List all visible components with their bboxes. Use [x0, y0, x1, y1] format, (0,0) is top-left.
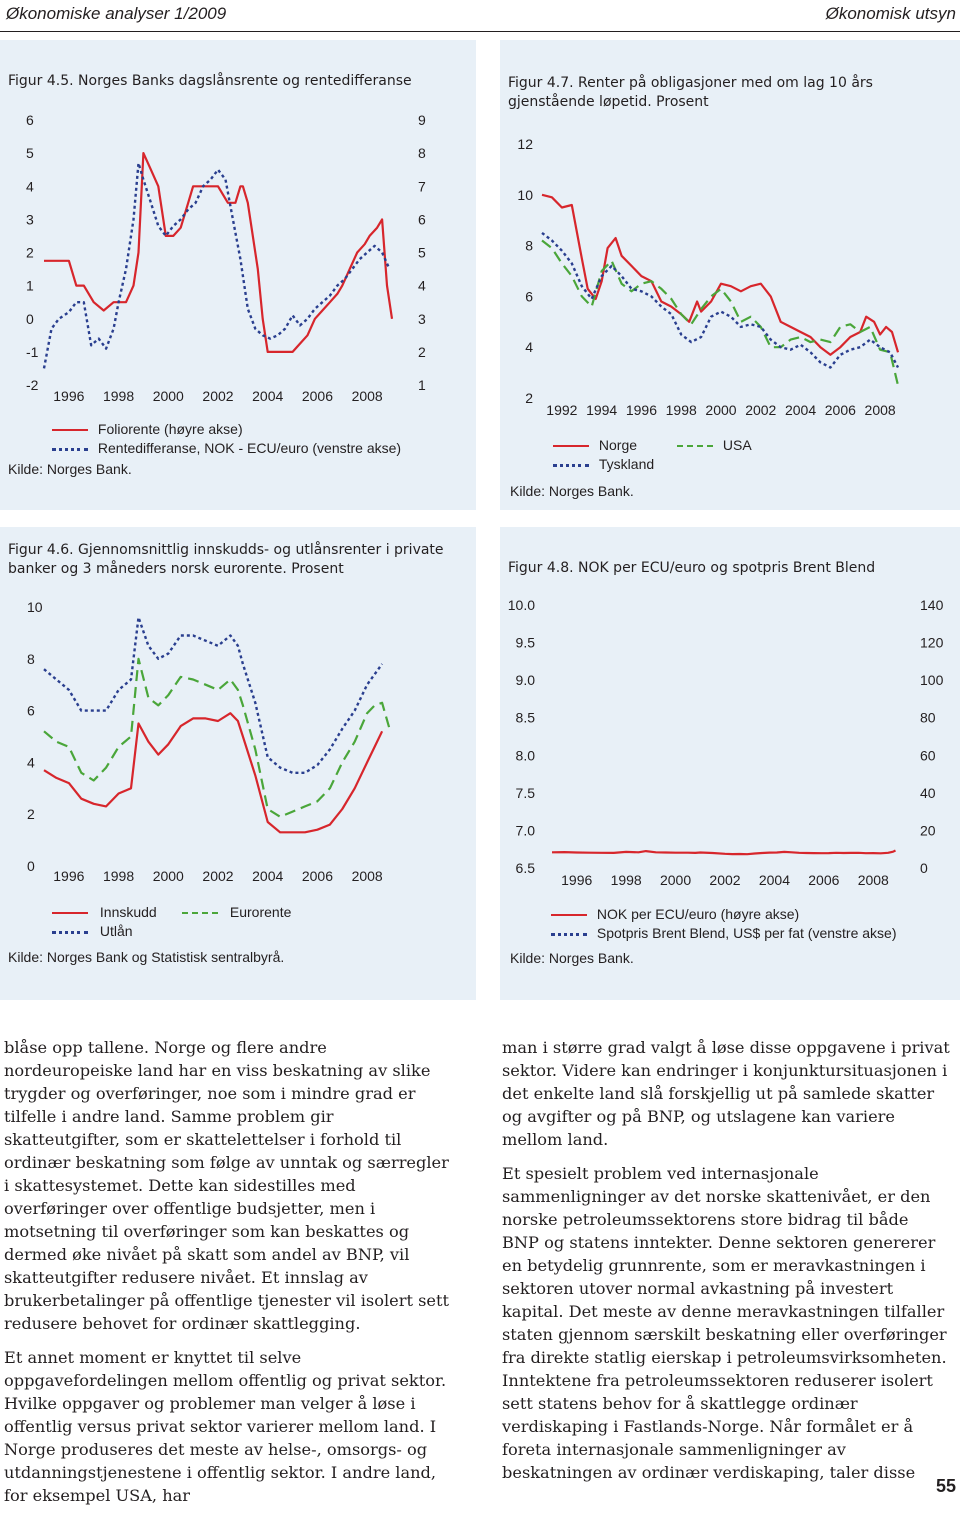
y-right-tick-label: 4 — [418, 277, 426, 294]
fig47-legend — [553, 437, 813, 475]
legend-item-tyskland — [553, 456, 813, 475]
x-tick-label: 2004 — [252, 868, 284, 884]
y-left-tick-label: 6.5 — [515, 860, 535, 876]
section-title: Økonomisk utsyn — [825, 4, 956, 23]
y-left-tick-label: 6 — [26, 112, 34, 128]
x-tick-label: 2008 — [864, 402, 896, 418]
x-tick-label: 2000 — [705, 402, 737, 418]
x-tick-label: 2002 — [202, 868, 234, 884]
series-line-usa — [542, 241, 898, 386]
fig48-source: Kilde: Norges Bank. — [510, 950, 634, 966]
x-tick-label: 1996 — [561, 872, 593, 888]
y-right-tick-label: 5 — [418, 244, 426, 261]
series-line-norge — [542, 195, 898, 355]
y-tick-label: 8 — [525, 237, 533, 254]
fig47-source: Kilde: Norges Bank. — [510, 483, 634, 499]
header-rule — [0, 31, 960, 32]
series-line-tyskland — [542, 233, 898, 368]
page-number: 55 — [935, 1476, 956, 1496]
y-tick-label: 2 — [27, 806, 35, 823]
y-tick-label: 8 — [27, 650, 35, 667]
fig45-title: Figur 4.5. Norges Banks dagslånsrente og rentedifferanse — [8, 73, 412, 89]
y-tick-label: 6 — [27, 702, 35, 719]
legend-label: NOK per ECU/euro (høyre akse) — [596, 906, 800, 922]
y-tick-label: 4 — [27, 754, 35, 771]
x-tick-label: 2002 — [202, 388, 234, 404]
fig46-title: Figur 4.6. Gjennomsnittlig innskudds- og utlånsrenter i private banker og 3 måneders norsk eurorente. Prosent — [8, 542, 444, 577]
series-line-eurorente — [44, 659, 390, 817]
page-header — [0, 0, 960, 34]
y-left-tick-label: -2 — [26, 377, 39, 393]
y-right-tick-label: 0 — [920, 860, 928, 876]
legend-item-usa — [677, 437, 752, 453]
legend-swatch-red-solid — [52, 429, 88, 431]
y-left-tick-label: -1 — [26, 343, 39, 360]
legend-swatch-green-dashed — [182, 912, 218, 914]
x-tick-label: 2000 — [152, 388, 184, 404]
y-left-tick-label: 4 — [26, 178, 34, 195]
paragraph: man i større grad valgt å løse disse oppgavene i privat sektor. Videre kan endringer i konjunktursituasjonen i det enkelte land slå forskjellig ut på samlede skatter og avgifter og på BNP, og utslagene kan variere mellom land. — [502, 1038, 950, 1149]
y-tick-label: 6 — [525, 288, 533, 305]
y-right-tick-label: 120 — [920, 634, 944, 651]
legend-item-rentedifferanse — [52, 440, 401, 459]
y-right-tick-label: 2 — [418, 343, 426, 360]
x-tick-label: 1996 — [625, 402, 658, 418]
legend-label: Tyskland — [598, 456, 655, 472]
x-tick-label: 1992 — [546, 402, 578, 418]
legend-label: Norge — [598, 437, 638, 453]
legend-item-foliorente — [52, 421, 401, 440]
x-tick-label: 2002 — [709, 872, 741, 888]
y-right-tick-label: 40 — [920, 784, 936, 801]
y-right-tick-label: 9 — [418, 112, 426, 128]
y-left-tick-label: 8.5 — [515, 709, 535, 726]
legend-swatch-blue-dotted — [551, 933, 587, 936]
legend-label: Foliorente (høyre akse) — [97, 421, 243, 437]
legend-item-norge — [553, 437, 813, 456]
legend-swatch-blue-dotted — [52, 448, 88, 451]
legend-item-innskudd — [52, 904, 352, 923]
x-tick-label: 2006 — [824, 402, 856, 418]
fig48-chart — [500, 595, 960, 890]
y-tick-label: 4 — [525, 339, 533, 356]
fig45-chart — [0, 105, 476, 410]
paragraph: Et spesielt problem ved internasjonale sammenligninger av det norske skattenivået, er den norske petroleumssektorens store bidrag til både BNP og statens inntekter. Denne sektoren genererer en betydelig grunnrente, som er meravkastningen i sektoren utover normal avkastning på investert kapital. Det meste av denne meravkastningen tilfaller staten gjennom særskilt beskatning eller overføringer fra direkte statlig eierskap i petroleumsvirksomheten. Inntektene fra petroleumssektoren reduserer isolert sett statens behov for å skattlegge ordinær verdiskaping i Fastlands-Norge. Når formålet er å foreta internasjonale sammenligninger av beskatningen av ordinær verdiskaping, taler disse — [502, 1164, 947, 1482]
fig48-title: Figur 4.8. NOK per ECU/euro og spotpris Brent Blend — [508, 560, 876, 576]
y-right-tick-label: 3 — [418, 310, 426, 327]
legend-item-nok-euro — [551, 906, 896, 925]
x-tick-label: 2004 — [252, 388, 284, 404]
legend-item-utlan — [52, 923, 352, 942]
legend-item-eurorente — [182, 904, 291, 920]
x-tick-label: 2002 — [745, 402, 777, 418]
legend-swatch-blue-dotted — [553, 464, 589, 467]
x-tick-label: 2008 — [351, 868, 383, 884]
y-tick-label: 0 — [27, 858, 35, 874]
y-right-tick-label: 8 — [418, 145, 426, 162]
paragraph: Et annet moment er knyttet til selve oppgavefordelingen mellom offentlig og privat sektor. Hvilke oppgaver og problemer man velger å løse i offentlig versus privat sektor varierer mellom land. I Norge produseres det meste av helse-, omsorgs- og utdanningstjenestene i offentlig sektor. I andre land, for eksempel USA, har — [4, 1348, 447, 1505]
y-tick-label: 10 — [517, 186, 533, 203]
y-left-tick-label: 3 — [26, 211, 34, 228]
x-tick-label: 1994 — [586, 402, 618, 418]
x-tick-label: 1998 — [610, 872, 642, 888]
y-left-tick-label: 9.0 — [515, 672, 535, 689]
x-tick-label: 2004 — [784, 402, 817, 418]
x-tick-label: 2004 — [758, 872, 791, 888]
y-right-tick-label: 1 — [418, 377, 426, 393]
fig45-legend — [52, 421, 401, 459]
fig46-legend — [52, 904, 352, 942]
series-line-nok — [552, 851, 896, 855]
y-tick-label: 12 — [517, 136, 533, 152]
paragraph: blåse opp tallene. Norge og flere andre nordeuropeiske land har en viss beskatning av slike trygder og overføringer, noe som i mindre grad er tilfelle i andre land. Samme problem gir skatteutgifter, som er skattelettelser i forhold til ordinær beskatning som følge av unntak og særregler i skattesystemet. Dette kan sidestilles med overføringer over offentlige budsjetter, men i motsetning til overføringer som kan beskattes og dermed øke nivået på skatt som andel av BNP, vil skatteutgifter redusere nivået. Et innslag av brukerbetalinger på offentlige tjenester vil isolert sett redusere behovet for ordinær skattlegging. — [4, 1038, 450, 1333]
y-right-tick-label: 80 — [920, 709, 936, 726]
series-line-foliorente — [44, 153, 392, 352]
series-line-innskudd — [44, 713, 382, 832]
series-line-rentedifferanse — [44, 163, 390, 368]
legend-swatch-red-solid — [52, 912, 88, 914]
series-line-utlån — [44, 617, 382, 772]
x-tick-label: 1996 — [53, 868, 85, 884]
legend-label: Innskudd — [99, 904, 157, 920]
legend-swatch-red-solid — [553, 445, 589, 447]
x-tick-label: 2006 — [301, 388, 334, 404]
x-tick-label: 2006 — [301, 868, 334, 884]
y-left-tick-label: 0 — [26, 310, 34, 327]
legend-swatch-blue-dotted — [52, 931, 88, 934]
y-right-tick-label: 140 — [920, 597, 944, 613]
y-right-tick-label: 20 — [920, 822, 936, 839]
legend-label: Rentedifferanse, NOK - ECU/euro (venstre akse) — [97, 440, 402, 456]
y-left-tick-label: 8.0 — [515, 747, 535, 764]
y-tick-label: 10 — [27, 599, 43, 615]
legend-label: Spotpris Brent Blend, US$ per fat (venstre akse) — [596, 925, 897, 941]
x-tick-label: 1998 — [665, 402, 697, 418]
publication-title: Økonomiske analyser 1/2009 — [6, 4, 227, 23]
legend-item-brent — [551, 925, 896, 944]
x-tick-label: 1996 — [53, 388, 85, 404]
fig46-chart — [0, 595, 476, 890]
x-tick-label: 1998 — [102, 388, 135, 404]
x-tick-label: 2000 — [152, 868, 184, 884]
legend-label: USA — [722, 437, 752, 453]
body-column-left — [4, 1036, 452, 1518]
y-right-tick-label: 60 — [920, 747, 936, 764]
y-right-tick-label: 7 — [418, 178, 426, 195]
fig47-title: Figur 4.7. Renter på obligasjoner med om lag 10 års gjenstående løpetid. Prosent — [508, 75, 873, 110]
y-tick-label: 2 — [525, 390, 533, 406]
x-tick-label: 2006 — [808, 872, 840, 888]
fig45-source: Kilde: Norges Bank. — [8, 461, 132, 477]
y-left-tick-label: 10.0 — [507, 597, 535, 613]
legend-label: Utlån — [99, 923, 133, 939]
y-left-tick-label: 7.0 — [515, 822, 535, 839]
y-left-tick-label: 5 — [26, 145, 34, 162]
legend-swatch-red-solid — [551, 914, 587, 916]
x-tick-label: 1998 — [102, 868, 135, 884]
y-right-tick-label: 100 — [920, 672, 944, 689]
y-left-tick-label: 1 — [26, 277, 34, 294]
x-tick-label: 2008 — [351, 388, 383, 404]
fig48-legend — [551, 906, 896, 944]
fig46-source: Kilde: Norges Bank og Statistisk sentralbyrå. — [8, 949, 285, 965]
body-column-right — [502, 1036, 950, 1495]
x-tick-label: 2008 — [857, 872, 889, 888]
y-left-tick-label: 9.5 — [515, 634, 535, 651]
y-right-tick-label: 6 — [418, 211, 426, 228]
fig47-chart — [500, 125, 960, 425]
legend-swatch-green-dashed — [677, 445, 713, 447]
y-left-tick-label: 2 — [26, 244, 34, 261]
legend-label: Eurorente — [229, 904, 292, 920]
y-left-tick-label: 7.5 — [515, 784, 535, 801]
x-tick-label: 2000 — [659, 872, 692, 888]
